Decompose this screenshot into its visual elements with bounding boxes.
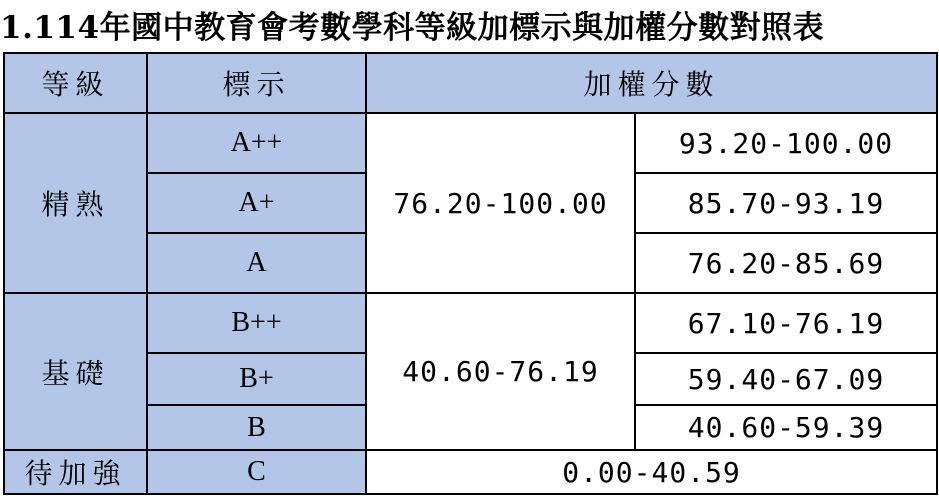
header-weighted-score: 加權分數 [366,53,937,113]
label-cell: B+ [147,353,366,405]
range-cell-needs-improvement: 0.00-40.59 [366,450,937,494]
score-cell: 76.20-85.69 [635,233,937,293]
range-cell-proficient: 76.20-100.00 [366,113,635,293]
header-label: 標示 [147,53,366,113]
grade-cell-basic: 基礎 [4,293,147,450]
table-row [4,293,937,353]
label-cell: B [147,405,366,450]
header-grade: 等級 [4,53,147,113]
score-cell: 59.40-67.09 [635,353,937,405]
score-cell: 40.60-59.39 [635,405,937,450]
label-cell: A [147,233,366,293]
label-cell: A++ [147,113,366,173]
table-row [4,450,937,494]
grade-score-table [3,52,938,495]
label-cell: B++ [147,293,366,353]
label-cell: A+ [147,173,366,233]
grade-cell-proficient: 精熟 [4,113,147,293]
range-cell-basic: 40.60-76.19 [366,293,635,450]
grade-cell-needs-improvement: 待加強 [4,450,147,494]
score-cell: 85.70-93.19 [635,173,937,233]
header-row [4,53,937,113]
table-row [4,113,937,173]
label-cell: C [147,450,366,494]
page-title: 1.114年國中教育會考數學科等級加標示與加權分數對照表 [0,10,825,46]
score-cell: 67.10-76.19 [635,293,937,353]
score-cell: 93.20-100.00 [635,113,937,173]
